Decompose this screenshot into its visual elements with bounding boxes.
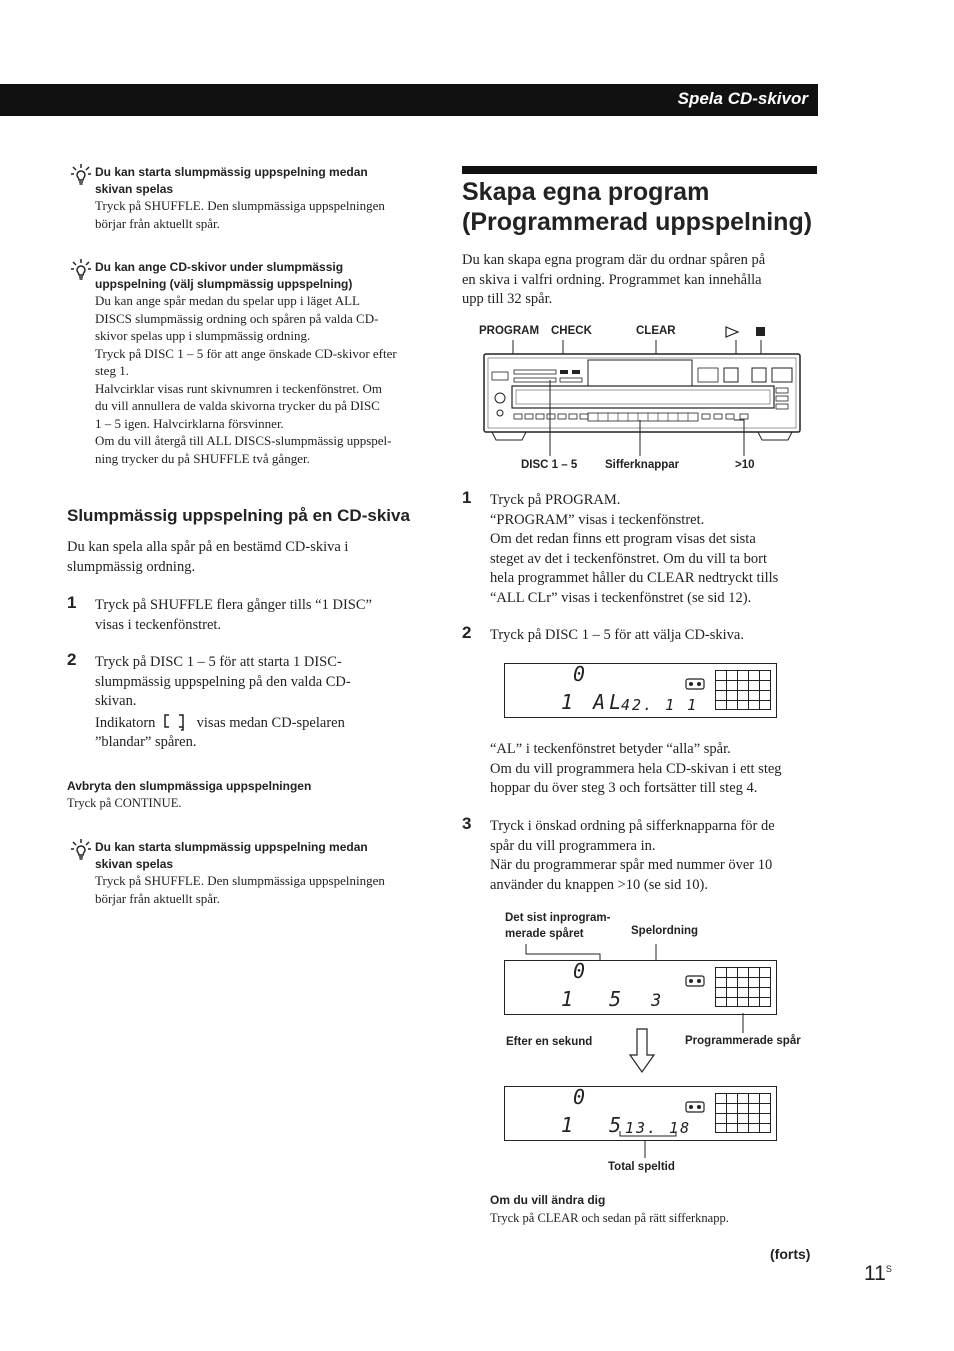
- header-banner: [0, 84, 818, 116]
- down-arrow-icon: [628, 1028, 656, 1074]
- page-title: [462, 177, 812, 237]
- tip-text-line: Tryck på DISC 1 – 5 för att ange önskade CD-skivor efter: [95, 345, 397, 361]
- tip-text-line: Om du vill återgå till ALL DISCS-slumpmässig uppspel-: [95, 433, 392, 448]
- change-heading: Om du vill ändra dig: [490, 1193, 606, 1207]
- step-number: 1: [462, 488, 472, 507]
- step-line: skivan.: [95, 693, 137, 709]
- tip-text-line: Du kan ange spår medan du spelar upp i läget ALL: [95, 293, 360, 308]
- track-grid: [715, 670, 771, 710]
- tip-text-line: Halvcirklar visas runt skivnumren i teckenfönstret. Om: [95, 380, 383, 396]
- label-program: PROGRAM: [479, 325, 540, 337]
- cd-player-illustration: [478, 340, 808, 460]
- step-line: “PROGRAM” visas i teckenfönstret.: [490, 511, 705, 528]
- intro-line: slumpmässig ordning.: [67, 558, 196, 575]
- track-grid: [715, 967, 771, 1007]
- lcd-display-2: [504, 960, 777, 1015]
- step-line: använder du knappen >10 (se sid 10).: [490, 876, 708, 893]
- step-line: ”blandar” spåren.: [95, 734, 197, 750]
- step-line: spår du vill programmera in.: [490, 837, 656, 854]
- cassette-icon: [685, 1101, 705, 1113]
- step-line: visas i teckenfönstret.: [95, 616, 222, 633]
- step-number: 3: [462, 814, 472, 833]
- step-line: Om det redan finns ett program visas det sista: [490, 531, 756, 547]
- lcd-display-1: [504, 663, 777, 718]
- tip-heading-line: uppspelning (välj slumpmässig uppspelning): [95, 276, 353, 291]
- tip-heading: Du kan starta slumpmässig uppspelning medan skivan spelas: [95, 165, 368, 196]
- play-icon: [726, 327, 738, 337]
- step-line: När du programmerar spår med nummer över 10: [490, 857, 773, 873]
- step-line: Tryck på SHUFFLE flera gånger tills “1 DISC”: [95, 597, 372, 613]
- total-time-leader: [643, 1140, 647, 1160]
- label-line: Det sist inprogram-: [505, 912, 611, 924]
- explanation-line: Om du vill programmera hela CD-skivan i ett steg: [490, 760, 782, 777]
- tip-text-line: steg 1.: [95, 363, 129, 378]
- tip-text-line: Tryck på SHUFFLE. Den slumpmässiga uppspelningen: [95, 198, 385, 213]
- lcd-main-readout: 1 5: [561, 987, 626, 1011]
- lcd-main-readout: 1 AL: [561, 690, 626, 714]
- indicator-line: Indikatorn visas medan CD-spelaren: [95, 712, 351, 734]
- step-2-text: [95, 653, 351, 753]
- label-total-time: Total speltid: [608, 1161, 675, 1173]
- title-line: Skapa egna program: [462, 178, 710, 206]
- right-intro: [462, 251, 765, 310]
- tip-shuffle-during-play: [95, 164, 425, 232]
- tip-shuffle-during-play-2: [95, 839, 425, 907]
- lcd-main-readout: 1 5: [561, 1113, 626, 1137]
- step-line: Tryck på PROGRAM.: [490, 492, 621, 508]
- lcd-display-3: [504, 1086, 777, 1141]
- right-step-2-text: Tryck på DISC 1 – 5 för att välja CD-skiva.: [490, 627, 744, 643]
- step-number: 2: [462, 623, 472, 642]
- step-line: “ALL CLr” visas i teckenfönstret (se sid 12).: [490, 589, 752, 606]
- lcd-disc-indicator: 0: [573, 662, 586, 686]
- tip-text-line: börjar från aktuellt spår.: [95, 215, 220, 231]
- stop-icon: [756, 327, 765, 336]
- step-line: Tryck i önskad ordning på sifferknapparna för de: [490, 818, 775, 834]
- section-title: Spela CD-skivor: [677, 89, 808, 108]
- tip-heading-line: Du kan starta slumpmässig uppspelning medan: [95, 840, 368, 854]
- tip-heading-line: Du kan ange CD-skivor under slumpmässig: [95, 260, 344, 274]
- intro-line: Du kan spela alla spår på en bestämd CD-skiva i: [67, 539, 349, 555]
- intro-line: Du kan skapa egna program där du ordnar spåren på: [462, 252, 766, 268]
- page-number: [864, 1262, 892, 1286]
- tip-heading-line: skivan spelas: [95, 856, 174, 871]
- tip-text-line: du vill annullera de valda skivorna trycker du på DISC: [95, 398, 380, 413]
- display-1-explanation: [490, 740, 782, 799]
- page-suffix: S: [885, 1264, 892, 1274]
- step-number: 2: [67, 650, 77, 669]
- step-1-text: [95, 596, 372, 635]
- lcd-disc-indicator: 0: [573, 1085, 586, 1109]
- track-grid: [715, 1093, 771, 1133]
- lcd-disc-indicator: 0: [573, 959, 586, 983]
- section-intro: [67, 538, 348, 577]
- cancel-heading: Avbryta den slumpmässiga uppspelningen: [67, 779, 312, 793]
- step-line: slumpmässig uppspelning på den valda CD-: [95, 673, 351, 690]
- intro-line: en skiva i valfri ordning. Programmet kan innehålla: [462, 271, 762, 288]
- title-rule: [462, 166, 817, 174]
- lcd-order-readout: 3: [651, 991, 662, 1011]
- cancel-text: Tryck på CONTINUE.: [67, 796, 182, 810]
- tip-text-line: 1 – 5 igen. Halvcirklarna försvinner.: [95, 415, 284, 431]
- tip-text-line: börjar från aktuellt spår.: [95, 890, 220, 906]
- label-line: merade spåret: [505, 928, 584, 940]
- tip-text-line: ning trycker du på SHUFFLE två gånger.: [95, 450, 310, 466]
- step-line: Tryck på DISC 1 – 5 för att starta 1 DISC-: [95, 654, 342, 670]
- tip-text-line: skivor spelas upp i slumpmässig ordning.: [95, 328, 311, 343]
- page-number-value: 11: [864, 1262, 886, 1285]
- shuffle-indicator-icon: [161, 712, 191, 732]
- title-line: (Programmerad uppspelning): [462, 208, 813, 236]
- lightbulb-icon: [71, 164, 91, 186]
- step-line: hela programmet håller du CLEAR nedtryckt tills: [490, 570, 779, 586]
- label-play-order: Spelordning: [631, 925, 699, 937]
- time-bracket: [619, 1131, 677, 1139]
- right-step-1-text: [490, 491, 778, 608]
- label-clear: CLEAR: [636, 325, 676, 337]
- step-number: 1: [67, 593, 77, 612]
- label-programmed-tracks: Programmerade spår: [685, 1035, 801, 1047]
- intro-line: upp till 32 spår.: [462, 291, 553, 307]
- label-number-buttons: Sifferknappar: [605, 459, 680, 471]
- tip-text-line: Tryck på SHUFFLE. Den slumpmässiga uppspelningen: [95, 873, 385, 888]
- step-line: steget av det i teckenfönstret. Om du vill ta bort: [490, 550, 768, 567]
- lightbulb-icon: [71, 839, 91, 861]
- lcd-time-readout: 13. 18: [625, 1119, 692, 1137]
- continued-label: (forts): [770, 1246, 811, 1262]
- tip-text-line: DISCS slumpmässig ordning och spåren på valda CD-: [95, 310, 379, 326]
- lcd-time-readout: 42. 1 1: [621, 696, 699, 714]
- label-check: CHECK: [551, 325, 592, 337]
- programmed-tracks-leader: [741, 1013, 745, 1035]
- lightbulb-icon: [71, 259, 91, 281]
- tip-select-discs: [95, 259, 430, 467]
- explanation-line: hoppar du över steg 3 och fortsätter till steg 4.: [490, 780, 758, 796]
- right-step-3-text: [490, 817, 775, 895]
- cassette-icon: [685, 678, 705, 690]
- section-heading: Slumpmässig uppspelning på en CD-skiva: [67, 506, 410, 525]
- label-disc: DISC 1 – 5: [521, 459, 578, 471]
- change-text: Tryck på CLEAR och sedan på rätt sifferknapp.: [490, 1211, 729, 1225]
- label-gt10: >10: [735, 459, 755, 471]
- label-after-second: Efter en sekund: [506, 1036, 593, 1048]
- explanation-line: “AL” i teckenfönstret betyder “alla” spår.: [490, 741, 731, 757]
- cassette-icon: [685, 975, 705, 987]
- play-stop-icons: [724, 325, 768, 339]
